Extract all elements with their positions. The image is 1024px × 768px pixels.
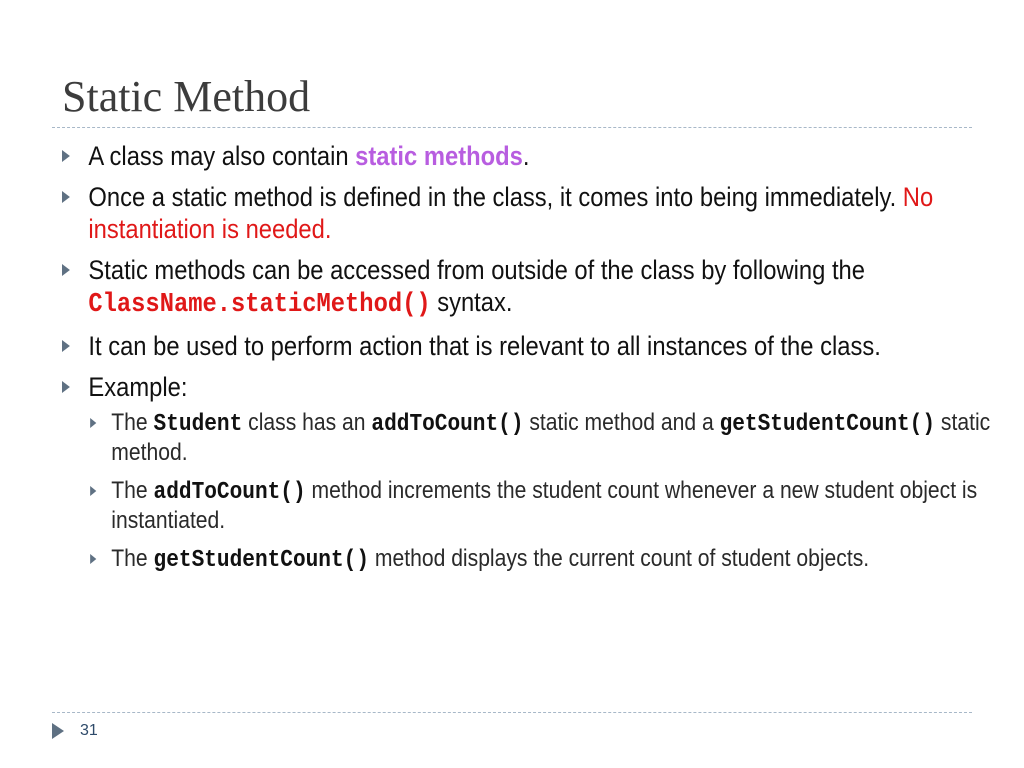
sub-bullet-text: static method and a [523,409,720,436]
bullet-highlight: No instantiation is needed. [88,182,934,244]
page-number: 31 [80,722,98,739]
sub-bullet-arrow-icon [90,486,96,496]
bullet-code: ClassName.staticMethod() [88,290,431,320]
slide-content [62,140,991,585]
bullet-text: Example: [88,372,188,402]
sub-bullet-text: The [111,477,154,504]
bullet-text: It can be used to perform action that is relevant to all instances of the class. [88,331,881,361]
sub-bullet-code: getStudentCount() [153,547,370,574]
sub-bullet-arrow-icon [90,418,96,428]
bullet-arrow-icon [62,381,70,393]
footer-arrow-icon [52,723,64,739]
sub-bullet-get-student-count [62,545,991,575]
title-divider [52,127,972,128]
footer-divider [52,712,972,713]
bullet-static-methods [62,140,995,172]
bullet-access-syntax [62,254,995,321]
bullet-text: Static methods can be accessed from outside of the class by following the [88,255,865,285]
bullet-no-instantiation [62,181,995,245]
sub-bullet-text: The [111,409,154,436]
sub-bullet-code: addToCount() [371,411,524,438]
bullet-text: syntax. [430,287,513,317]
sub-bullet-text: class has an [242,409,372,436]
sub-bullet-text: The [111,545,154,572]
bullet-arrow-icon [62,264,70,276]
sub-bullet-arrow-icon [90,554,96,564]
bullet-arrow-icon [62,191,70,203]
sub-bullet-code: addToCount() [153,479,306,506]
sub-bullet-text: method displays the current count of student objects. [369,545,870,572]
sub-bullet-text: method increments the student count whenever a new student object is instantiated. [111,477,978,534]
sub-bullet-student-class [62,409,991,467]
sub-bullet-code: Student [153,411,243,438]
sub-bullet-add-to-count [62,477,991,535]
sub-bullet-text: static method. [111,409,991,466]
bullet-relevant-all-instances [62,330,995,362]
bullet-highlight: static methods [355,141,523,171]
bullet-example [62,371,995,403]
sub-bullet-code: getStudentCount() [719,411,936,438]
bullet-text: A class may also contain [88,141,356,171]
bullet-arrow-icon [62,150,70,162]
slide-title: Static Method [62,72,311,121]
bullet-text: Once a static method is defined in the class, it comes into being immediately. [88,182,903,212]
bullet-arrow-icon [62,340,70,352]
bullet-text: . [522,141,530,171]
